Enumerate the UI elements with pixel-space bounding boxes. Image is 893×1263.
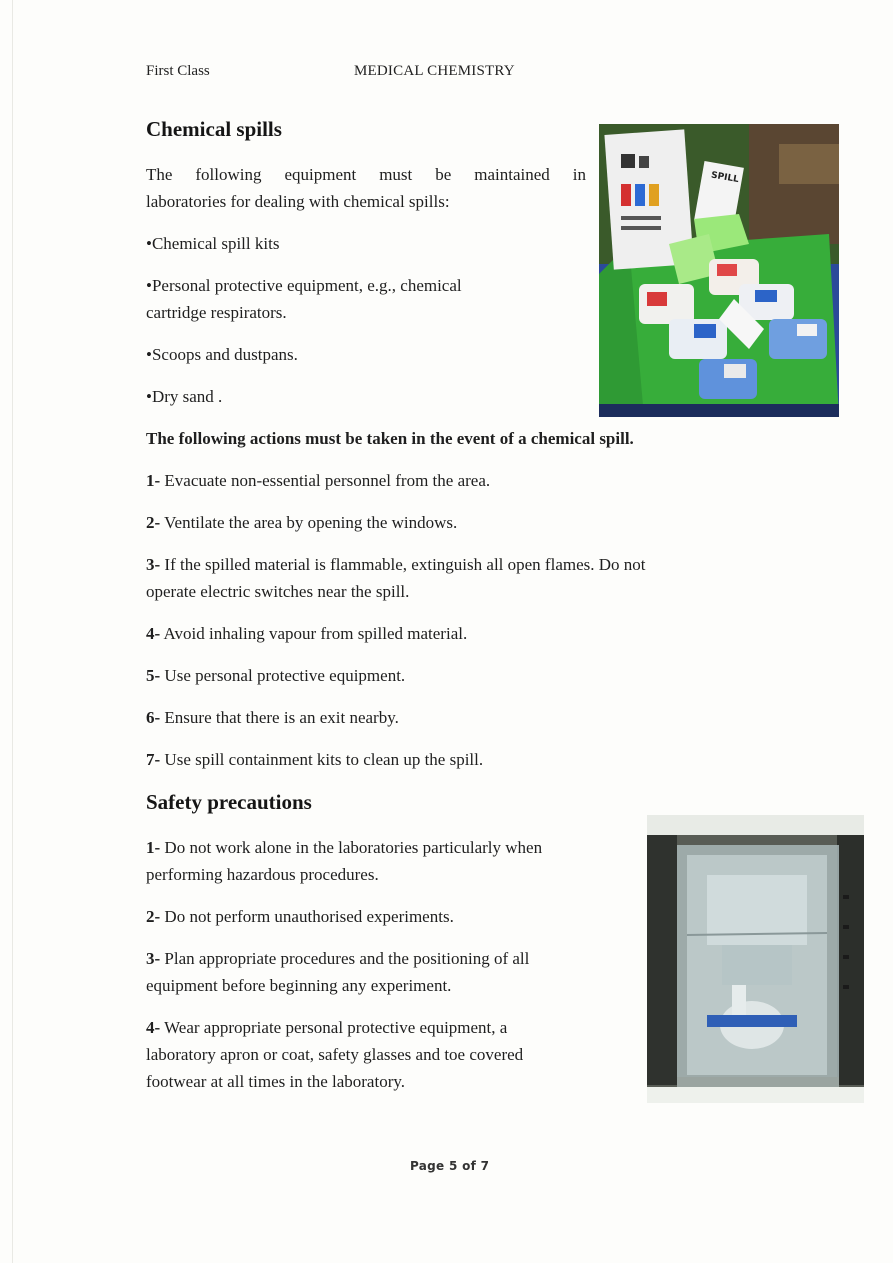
action-text: Avoid inhaling vapour from spilled material.	[163, 624, 468, 643]
kit-label: SPILL	[710, 170, 740, 186]
action-num: 7-	[146, 750, 161, 769]
precaution-text: Do not work alone in the laboratories particularly when	[164, 838, 543, 857]
bullet-ppe: •Personal protective equipment, e.g., chemical	[146, 276, 462, 295]
precaution-text: Do not perform unauthorised experiments.	[164, 907, 454, 926]
action-text: Use personal protective equipment.	[164, 666, 406, 685]
bullet-spill-kits: •Chemical spill kits	[146, 234, 280, 253]
precaution-item-4-cont: laboratory apron or coat, safety glasses and toe covered	[146, 1045, 524, 1064]
precaution-num: 3-	[146, 949, 161, 968]
spill-kit-illustration	[599, 124, 839, 417]
bullet-dry-sand: •Dry sand .	[146, 387, 223, 406]
precaution-item-4-cont2: footwear at all times in the laboratory.	[146, 1072, 406, 1091]
action-item-3	[146, 551, 646, 578]
spill-kit-photo	[599, 124, 839, 417]
precaution-item-2	[146, 903, 454, 930]
precaution-item-4	[146, 1014, 507, 1041]
action-item-6	[146, 704, 399, 731]
fume-hood-illustration	[647, 815, 864, 1103]
section-title-chemical-spills: Chemical spills	[146, 117, 282, 141]
action-text: Ventilate the area by opening the windows.	[164, 513, 458, 532]
action-text: Use spill containment kits to clean up the spill.	[164, 750, 484, 769]
precaution-num: 2-	[146, 907, 161, 926]
header-subject: MEDICAL CHEMISTRY	[354, 63, 515, 79]
action-num: 5-	[146, 666, 161, 685]
scan-edge	[12, 0, 13, 1263]
action-num: 4-	[146, 624, 161, 643]
precaution-text: Wear appropriate personal protective equipment, a	[164, 1018, 508, 1037]
action-text: If the spilled material is flammable, extinguish all open flames. Do not	[164, 555, 646, 574]
precaution-item-3	[146, 945, 529, 972]
page-number: Page 5 of 7	[410, 1159, 490, 1173]
intro-line-2: laboratories for dealing with chemical spills:	[146, 192, 450, 211]
action-num: 3-	[146, 555, 161, 574]
action-item-3-cont: operate electric switches near the spill.	[146, 582, 410, 601]
precaution-text: Plan appropriate procedures and the positioning of all	[164, 949, 530, 968]
action-item-4	[146, 620, 467, 647]
action-num: 6-	[146, 708, 161, 727]
action-text: Ensure that there is an exit nearby.	[164, 708, 399, 727]
precaution-num: 1-	[146, 838, 161, 857]
actions-heading: The following actions must be taken in the event of a chemical spill.	[146, 429, 634, 448]
action-num: 1-	[146, 471, 161, 490]
bullet-scoops: •Scoops and dustpans.	[146, 345, 298, 364]
action-item-7	[146, 746, 483, 773]
action-text: Evacuate non-essential personnel from the area.	[164, 471, 491, 490]
section-title-safety-precautions: Safety precautions	[146, 790, 312, 814]
action-item-5	[146, 662, 405, 689]
action-item-2	[146, 509, 457, 536]
action-item-1	[146, 467, 490, 494]
precaution-item-3-cont: equipment before beginning any experiment.	[146, 976, 452, 995]
header-class: First Class	[146, 63, 210, 79]
action-num: 2-	[146, 513, 161, 532]
precaution-num: 4-	[146, 1018, 161, 1037]
precaution-item-1	[146, 834, 542, 861]
intro-line-1: The following equipment must be maintained in	[146, 165, 586, 184]
bullet-ppe-cont: cartridge respirators.	[146, 303, 287, 322]
fume-hood-photo	[647, 815, 864, 1103]
precaution-item-1-cont: performing hazardous procedures.	[146, 865, 379, 884]
